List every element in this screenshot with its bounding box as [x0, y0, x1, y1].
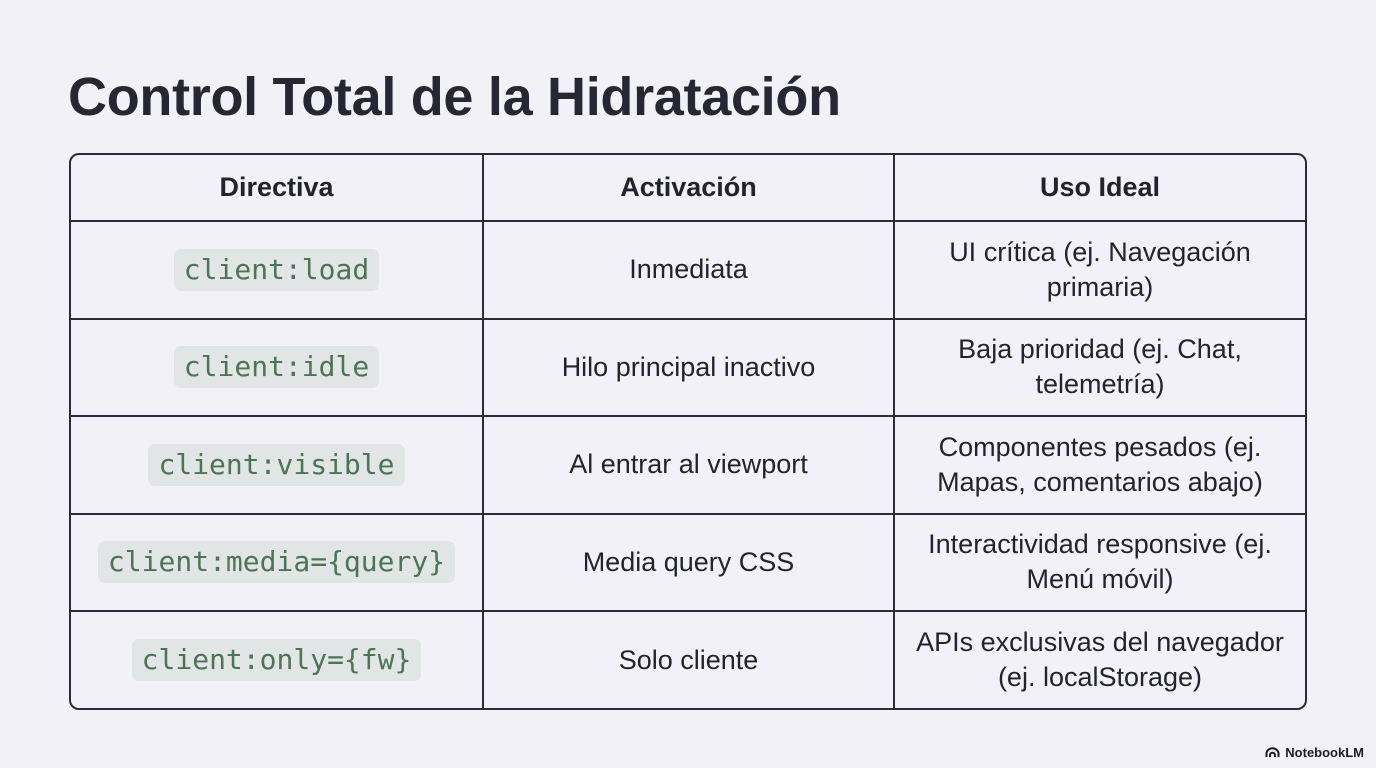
directive-cell — [71, 221, 483, 319]
page-title: Control Total de la Hidratación — [68, 67, 841, 127]
table-row — [71, 319, 1305, 417]
activation-cell: Solo cliente — [483, 611, 894, 709]
table-row — [71, 514, 1305, 612]
notebooklm-logo-icon — [1265, 747, 1280, 758]
directive-cell — [71, 416, 483, 514]
activation-cell: Hilo principal inactivo — [483, 319, 894, 417]
activation-cell: Inmediata — [483, 221, 894, 319]
directive-code: client:only={fw} — [132, 639, 422, 681]
header-uso-ideal: Uso Ideal — [894, 155, 1305, 221]
use-cell: UI crítica (ej. Navegación primaria) — [894, 221, 1305, 319]
directives-table — [71, 155, 1305, 709]
directive-code: client:visible — [148, 444, 404, 486]
hydration-directives-table — [69, 153, 1307, 710]
table-row — [71, 611, 1305, 709]
use-cell: APIs exclusivas del navegador (ej. localStorage) — [894, 611, 1305, 709]
activation-cell: Media query CSS — [483, 514, 894, 612]
header-directiva: Directiva — [71, 155, 483, 221]
table-row — [71, 221, 1305, 319]
activation-cell: Al entrar al viewport — [483, 416, 894, 514]
header-activacion: Activación — [483, 155, 894, 221]
directive-code: client:media={query} — [98, 541, 455, 583]
directive-cell — [71, 514, 483, 612]
use-cell: Baja prioridad (ej. Chat, telemetría) — [894, 319, 1305, 417]
table-header-row — [71, 155, 1305, 221]
use-cell: Componentes pesados (ej. Mapas, comentarios abajo) — [894, 416, 1305, 514]
use-cell: Interactividad responsive (ej. Menú móvil) — [894, 514, 1305, 612]
directive-cell — [71, 319, 483, 417]
notebooklm-watermark — [1265, 745, 1364, 760]
table-row — [71, 416, 1305, 514]
directive-code: client:load — [174, 249, 379, 291]
brand-label: NotebookLM — [1285, 745, 1364, 760]
directive-cell — [71, 611, 483, 709]
directive-code: client:idle — [174, 346, 379, 388]
